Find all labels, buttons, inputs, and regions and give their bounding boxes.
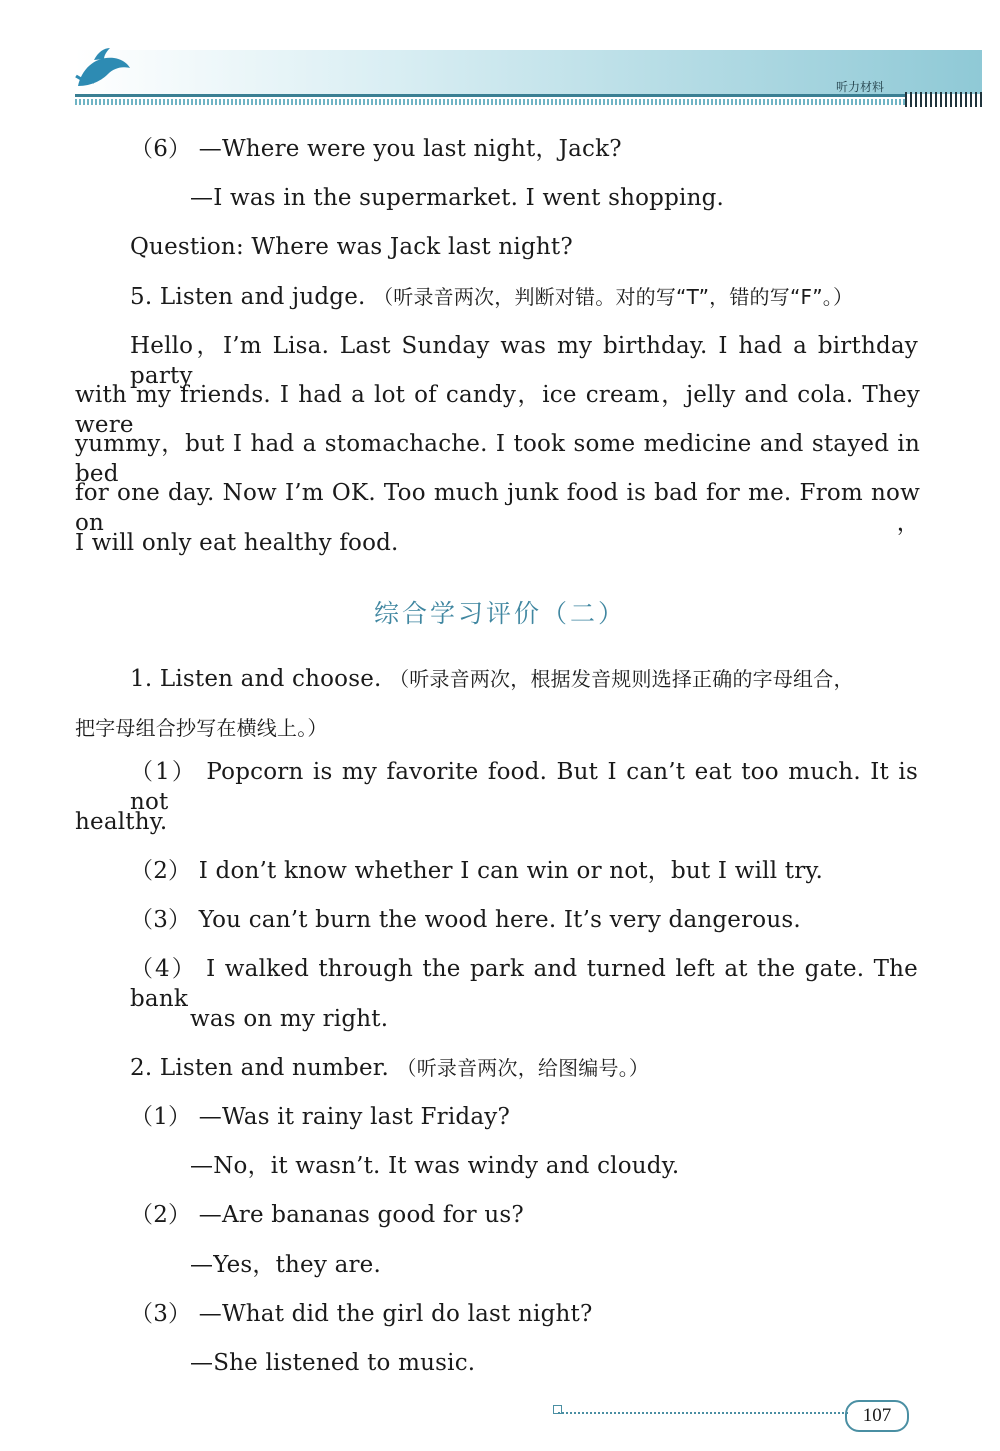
- exercise-title-cn: （听录音两次，判断对错。对的写“T”，错的写“F”。）: [373, 285, 854, 309]
- dialogue-line: —No，it wasn’t. It was windy and cloudy.: [190, 1153, 680, 1179]
- exercise-title-en: 2. Listen and number.: [130, 1055, 389, 1081]
- header-barcode-decoration: [905, 92, 982, 107]
- sentence-line: was on my right.: [190, 1006, 389, 1032]
- paragraph-line: with my friends. I had a lot of candy，ice cream，jelly and cola. They were: [75, 382, 920, 438]
- paragraph-line: Hello，I’m Lisa. Last Sunday was my birthday. I had a birthday party: [130, 333, 918, 389]
- dialogue-line: —I was in the supermarket. I went shopping.: [190, 185, 725, 211]
- section-label: 听力材料: [836, 80, 885, 94]
- dialogue-line: （1） —Was it rainy last Friday?: [130, 1104, 510, 1130]
- sentence-line: （4） I walked through the park and turned left at the gate. The bank: [130, 956, 918, 1012]
- exercise-title: [130, 664, 854, 694]
- dialogue-line: （6） —Where were you last night，Jack?: [130, 136, 622, 162]
- dialogue-line: （2） —Are bananas good for us?: [130, 1202, 524, 1228]
- header-rule: [75, 94, 905, 97]
- exercise-title-cn-cont: 把字母组合抄写在横线上。）: [75, 716, 328, 740]
- dolphin-logo-icon: [74, 46, 132, 92]
- paragraph-line: for one day. Now I’m OK. Too much junk food is bad for me. From now on，: [75, 480, 920, 536]
- dialogue-line: —Yes，they are.: [190, 1252, 382, 1278]
- dialogue-line: （3） —What did the girl do last night?: [130, 1301, 593, 1327]
- footer-dotted-rule: [558, 1410, 848, 1414]
- sentence-line: （3） You can’t burn the wood here. It’s very dangerous.: [130, 907, 801, 933]
- exercise-title: [130, 282, 853, 312]
- sentence-line: （2） I don’t know whether I can win or not，but I will try.: [130, 858, 824, 884]
- sentence-line: healthy.: [75, 809, 168, 835]
- exercise-title-en: 1. Listen and choose.: [130, 666, 382, 692]
- exercise-title: [130, 1053, 649, 1083]
- dialogue-line: —She listened to music.: [190, 1350, 476, 1376]
- question-line: Question: Where was Jack last night?: [130, 234, 573, 260]
- sentence-line: （1） Popcorn is my favorite food. But I can’t eat too much. It is not: [130, 759, 918, 815]
- page-number: 107: [845, 1400, 909, 1432]
- section-heading: 综合学习评价（二）: [373, 599, 626, 628]
- header-stripe: [75, 99, 905, 105]
- exercise-title-cn: （听录音两次，给图编号。）: [396, 1056, 650, 1080]
- paragraph-line: I will only eat healthy food.: [75, 530, 399, 556]
- page-header: [0, 0, 1000, 115]
- exercise-title-en: 5. Listen and judge.: [130, 284, 366, 310]
- paragraph-line: yummy，but I had a stomachache. I took some medicine and stayed in bed: [75, 431, 920, 487]
- exercise-title-cn: （听录音两次，根据发音规则选择正确的字母组合，: [389, 667, 854, 691]
